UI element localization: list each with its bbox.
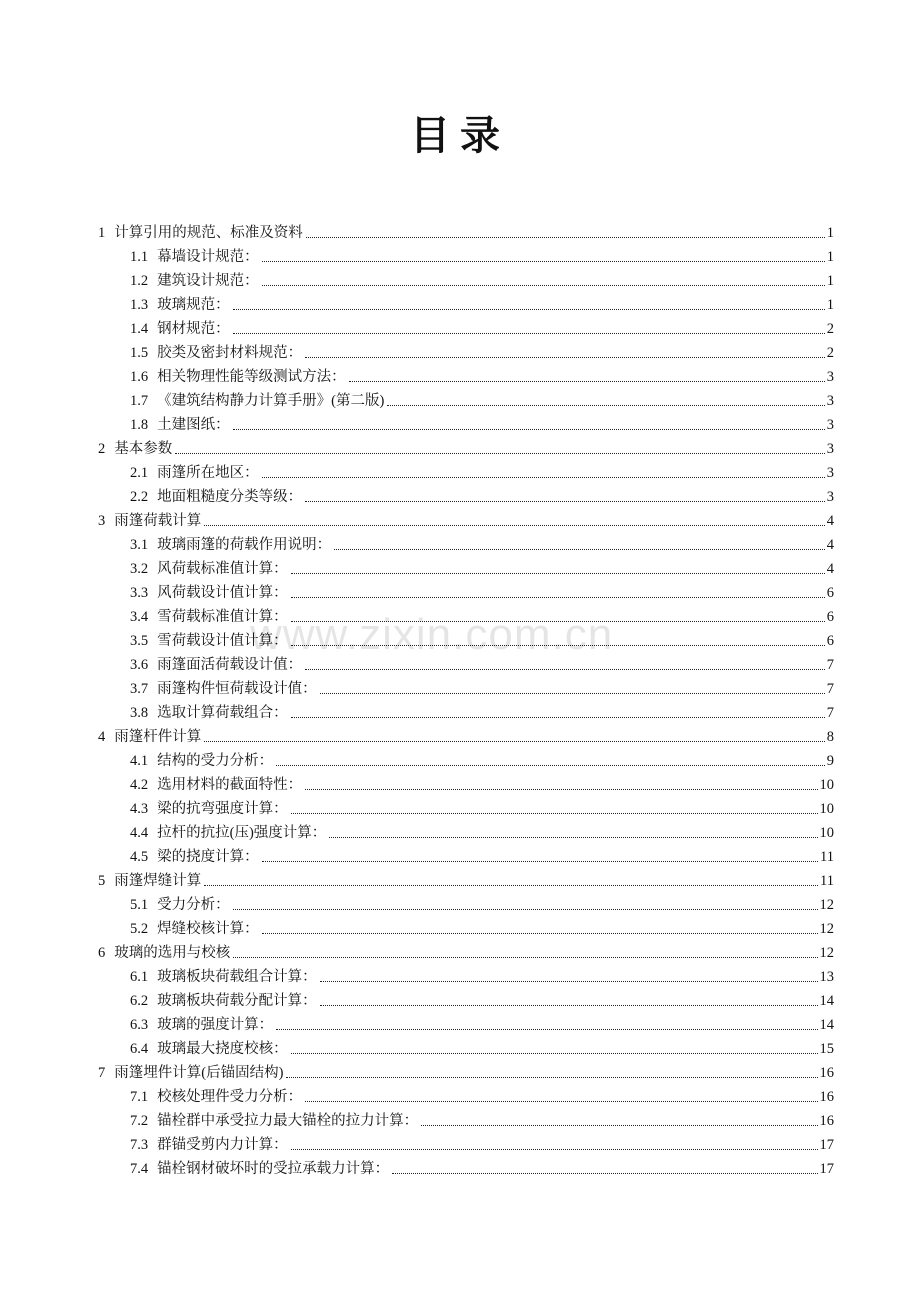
toc-entry-page-number: 3	[826, 441, 834, 457]
toc-entry-page-number: 14	[819, 993, 834, 1009]
dot-leader	[291, 572, 825, 574]
toc-entry-label: 钢材规范：	[157, 321, 230, 337]
toc-entry[interactable]	[0, 218, 920, 242]
toc-entry-page-number: 8	[826, 729, 834, 745]
toc-entry[interactable]	[0, 866, 920, 890]
toc-entry-page-number: 4	[826, 537, 834, 553]
toc-entry-label: 锚栓钢材破坏时的受拉承载力计算：	[157, 1161, 390, 1177]
toc-entry-label: 玻璃规范：	[157, 297, 230, 313]
toc-entry-number: 7.1	[130, 1089, 149, 1105]
toc-entry-label: 地面粗糙度分类等级：	[157, 489, 303, 505]
toc-entry-page-number: 10	[819, 801, 834, 817]
dot-leader	[262, 476, 825, 478]
toc-entry[interactable]	[0, 554, 920, 578]
toc-entry-page-number: 7	[826, 705, 834, 721]
toc-entry-page-number: 11	[820, 873, 834, 889]
toc-entry-label: 选取计算荷载组合：	[157, 705, 288, 721]
dot-leader	[387, 404, 824, 406]
toc-entry-number: 6.1	[130, 969, 149, 985]
toc-entry-page-number: 1	[826, 273, 834, 289]
toc-entry-number: 3.7	[130, 681, 149, 697]
toc-entry-number: 1.6	[130, 369, 149, 385]
toc-entry-page-number: 10	[819, 825, 834, 841]
toc-entry[interactable]	[0, 770, 920, 794]
toc-entry-page-number: 1	[826, 225, 834, 241]
dot-leader	[291, 1148, 818, 1150]
toc-entry-number: 3.4	[130, 609, 149, 625]
dot-leader	[233, 956, 817, 958]
toc-entry[interactable]	[0, 242, 920, 266]
toc-entry-number: 1.1	[130, 249, 149, 265]
dot-leader	[204, 740, 825, 742]
toc-entry-page-number: 7	[826, 657, 834, 673]
toc-entry-page-number: 6	[826, 609, 834, 625]
dot-leader	[233, 428, 825, 430]
dot-leader	[305, 500, 825, 502]
toc-entry-label: 相关物理性能等级测试方法：	[157, 369, 346, 385]
toc-entry-number: 2	[98, 441, 106, 457]
toc-entry-number: 3.2	[130, 561, 149, 577]
toc-entry-page-number: 6	[826, 585, 834, 601]
toc-entry-label: 锚栓群中承受拉力最大锚栓的拉力计算：	[157, 1113, 419, 1129]
toc-entry-label: 雪荷载标准值计算：	[157, 609, 288, 625]
dot-leader	[262, 284, 825, 286]
toc-entry-label: 建筑设计规范：	[157, 273, 259, 289]
toc-entry-label: 雨篷荷载计算	[114, 513, 202, 529]
toc-entry-number: 6.4	[130, 1041, 149, 1057]
toc-entry-label: 雪荷载设计值计算：	[157, 633, 288, 649]
toc-entry-label: 校核处理件受力分析：	[157, 1089, 303, 1105]
watermark: www.zixin.com.cn	[250, 610, 614, 659]
dot-leader	[233, 332, 825, 334]
toc-entry-number: 6	[98, 945, 106, 961]
toc-entry[interactable]	[0, 314, 920, 338]
toc-entry-page-number: 16	[819, 1089, 834, 1105]
toc-entry-page-number: 10	[819, 777, 834, 793]
toc-entry-page-number: 1	[826, 249, 834, 265]
toc-entry[interactable]	[0, 1058, 920, 1082]
dot-leader	[320, 980, 818, 982]
toc-entry[interactable]	[0, 1082, 920, 1106]
toc-entry-number: 1.3	[130, 297, 149, 313]
toc-entry-number: 3.3	[130, 585, 149, 601]
dot-leader	[305, 668, 825, 670]
toc-entry-number: 4.3	[130, 801, 149, 817]
toc-entry-number: 1	[98, 225, 106, 241]
toc-entry-number: 4.1	[130, 753, 149, 769]
dot-leader	[421, 1124, 817, 1126]
toc-entry[interactable]	[0, 530, 920, 554]
toc-entry[interactable]	[0, 722, 920, 746]
dot-leader	[291, 812, 818, 814]
toc-entry-page-number: 12	[819, 921, 834, 937]
toc-entry[interactable]	[0, 434, 920, 458]
toc-entry-label: 雨篷构件恒荷载设计值：	[157, 681, 317, 697]
dot-leader	[262, 860, 818, 862]
toc-entry-page-number: 3	[826, 417, 834, 433]
toc-entry-label: 基本参数	[114, 441, 173, 457]
dot-leader	[276, 1028, 817, 1030]
toc-entry[interactable]	[0, 1154, 920, 1178]
toc-entry-page-number: 3	[826, 465, 834, 481]
dot-leader	[233, 908, 818, 910]
toc-entry[interactable]	[0, 578, 920, 602]
dot-leader	[204, 524, 825, 526]
toc-entry[interactable]	[0, 290, 920, 314]
toc-entry-page-number: 3	[826, 369, 834, 385]
dot-leader	[334, 548, 825, 550]
toc-entry-number: 4.4	[130, 825, 149, 841]
toc-entry-number: 6.2	[130, 993, 149, 1009]
toc-entry-page-number: 2	[826, 321, 834, 337]
toc-entry[interactable]	[0, 1130, 920, 1154]
toc-entry[interactable]	[0, 842, 920, 866]
toc-entry[interactable]	[0, 362, 920, 386]
toc-entry-number: 3.8	[130, 705, 149, 721]
toc-entry-label: 结构的受力分析：	[157, 753, 274, 769]
toc-entry-label: 玻璃最大挠度校核：	[157, 1041, 288, 1057]
toc-entry-label: 幕墙设计规范：	[157, 249, 259, 265]
toc-entry-label: 雨篷面活荷载设计值：	[157, 657, 303, 673]
toc-entry-page-number: 2	[826, 345, 834, 361]
toc-entry-label: 玻璃的强度计算：	[157, 1017, 274, 1033]
dot-leader	[392, 1172, 817, 1174]
toc-entry-number: 2.2	[130, 489, 149, 505]
toc-entry-number: 5.2	[130, 921, 149, 937]
dot-leader	[291, 716, 825, 718]
page-title: 目录	[410, 113, 510, 159]
toc-entry-number: 2.1	[130, 465, 149, 481]
toc-entry-number: 4.2	[130, 777, 149, 793]
toc-entry-number: 1.4	[130, 321, 149, 337]
dot-leader	[291, 596, 825, 598]
toc-entry-number: 6.3	[130, 1017, 149, 1033]
toc-entry[interactable]	[0, 1010, 920, 1034]
toc-entry[interactable]	[0, 914, 920, 938]
dot-leader	[305, 788, 817, 790]
dot-leader	[305, 356, 825, 358]
toc-entry[interactable]	[0, 386, 920, 410]
toc-entry[interactable]	[0, 338, 920, 362]
dot-leader	[320, 1004, 818, 1006]
toc-entry-page-number: 14	[819, 1017, 834, 1033]
toc-entry-number: 1.5	[130, 345, 149, 361]
toc-entry-number: 4	[98, 729, 106, 745]
toc-entry-page-number: 3	[826, 489, 834, 505]
toc-entry-page-number: 1	[826, 297, 834, 313]
toc-entry-label: 选用材料的截面特性：	[157, 777, 303, 793]
toc-entry[interactable]	[0, 1034, 920, 1058]
toc-entry-label: 计算引用的规范、标准及资料	[114, 225, 303, 241]
toc-entry-label: 土建图纸：	[157, 417, 230, 433]
toc-entry-number: 3.6	[130, 657, 149, 673]
toc-entry-number: 7.4	[130, 1161, 149, 1177]
toc-entry-label: 玻璃板块荷载组合计算：	[157, 969, 317, 985]
toc-entry-label: 雨篷所在地区：	[157, 465, 259, 481]
dot-leader	[291, 1052, 818, 1054]
toc-entry-page-number: 15	[819, 1041, 834, 1057]
toc-entry-number: 3.5	[130, 633, 149, 649]
toc-entry-label: 胶类及密封材料规范：	[157, 345, 303, 361]
dot-leader	[305, 1100, 817, 1102]
toc-entry-page-number: 17	[819, 1161, 834, 1177]
toc-entry-label: 拉杆的抗拉(压)强度计算：	[157, 825, 327, 841]
toc-entry-page-number: 12	[819, 945, 834, 961]
toc-entry-label: 风荷载标准值计算：	[157, 561, 288, 577]
toc-entry-label: 群锚受剪内力计算：	[157, 1137, 288, 1153]
dot-leader	[320, 692, 825, 694]
dot-leader	[262, 260, 825, 262]
toc-entry-page-number: 4	[826, 561, 834, 577]
toc-entry[interactable]	[0, 506, 920, 530]
toc-entry-label: 玻璃的选用与校核	[114, 945, 231, 961]
toc-entry-number: 5	[98, 873, 106, 889]
toc-entry-label: 玻璃板块荷载分配计算：	[157, 993, 317, 1009]
toc-entry-number: 7.3	[130, 1137, 149, 1153]
toc-entry[interactable]	[0, 986, 920, 1010]
toc-entry-label: 梁的挠度计算：	[157, 849, 259, 865]
toc-entry-page-number: 17	[819, 1137, 834, 1153]
toc-entry-page-number: 7	[826, 681, 834, 697]
toc-entry[interactable]	[0, 482, 920, 506]
toc-entry[interactable]	[0, 674, 920, 698]
dot-leader	[175, 452, 825, 454]
toc-entry-label: 《建筑结构静力计算手册》(第二版)	[157, 393, 385, 409]
toc-entry-page-number: 16	[819, 1113, 834, 1129]
dot-leader	[329, 836, 817, 838]
toc-entry-label: 风荷载设计值计算：	[157, 585, 288, 601]
toc-entry-page-number: 4	[826, 513, 834, 529]
toc-entry[interactable]	[0, 818, 920, 842]
toc-entry-page-number: 3	[826, 393, 834, 409]
toc-entry[interactable]	[0, 962, 920, 986]
toc-entry-number: 5.1	[130, 897, 149, 913]
toc-entry-label: 雨篷埋件计算(后锚固结构)	[114, 1065, 284, 1081]
toc-entry-label: 梁的抗弯强度计算：	[157, 801, 288, 817]
toc-entry[interactable]	[0, 938, 920, 962]
toc-entry-number: 7	[98, 1065, 106, 1081]
toc-entry-number: 7.2	[130, 1113, 149, 1129]
dot-leader	[204, 884, 818, 886]
dot-leader	[306, 236, 825, 238]
dot-leader	[286, 1076, 817, 1078]
dot-leader	[349, 380, 825, 382]
dot-leader	[233, 308, 825, 310]
toc-entry-number: 1.7	[130, 393, 149, 409]
toc-entry-label: 雨篷焊缝计算	[114, 873, 202, 889]
toc-entry-label: 焊缝校核计算：	[157, 921, 259, 937]
toc-entry-page-number: 11	[820, 849, 834, 865]
toc-entry-label: 受力分析：	[157, 897, 230, 913]
toc-entry-number: 3.1	[130, 537, 149, 553]
toc-entry[interactable]	[0, 746, 920, 770]
toc-entry-number: 1.8	[130, 417, 149, 433]
toc-entry[interactable]	[0, 410, 920, 434]
toc-entry[interactable]	[0, 266, 920, 290]
dot-leader	[276, 764, 825, 766]
toc-entry-page-number: 12	[819, 897, 834, 913]
toc-entry[interactable]	[0, 890, 920, 914]
toc-entry-number: 1.2	[130, 273, 149, 289]
toc-entry-label: 玻璃雨篷的荷载作用说明：	[157, 537, 332, 553]
toc-entry-page-number: 13	[819, 969, 834, 985]
toc-entry[interactable]	[0, 1106, 920, 1130]
toc-entry-number: 3	[98, 513, 106, 529]
toc-entry-number: 4.5	[130, 849, 149, 865]
toc-entry[interactable]	[0, 698, 920, 722]
toc-entry-page-number: 9	[826, 753, 834, 769]
toc-entry[interactable]	[0, 458, 920, 482]
toc-entry-page-number: 16	[819, 1065, 834, 1081]
dot-leader	[262, 932, 818, 934]
toc-entry-label: 雨篷杆件计算	[114, 729, 202, 745]
toc-entry[interactable]	[0, 794, 920, 818]
toc-entry-page-number: 6	[826, 633, 834, 649]
